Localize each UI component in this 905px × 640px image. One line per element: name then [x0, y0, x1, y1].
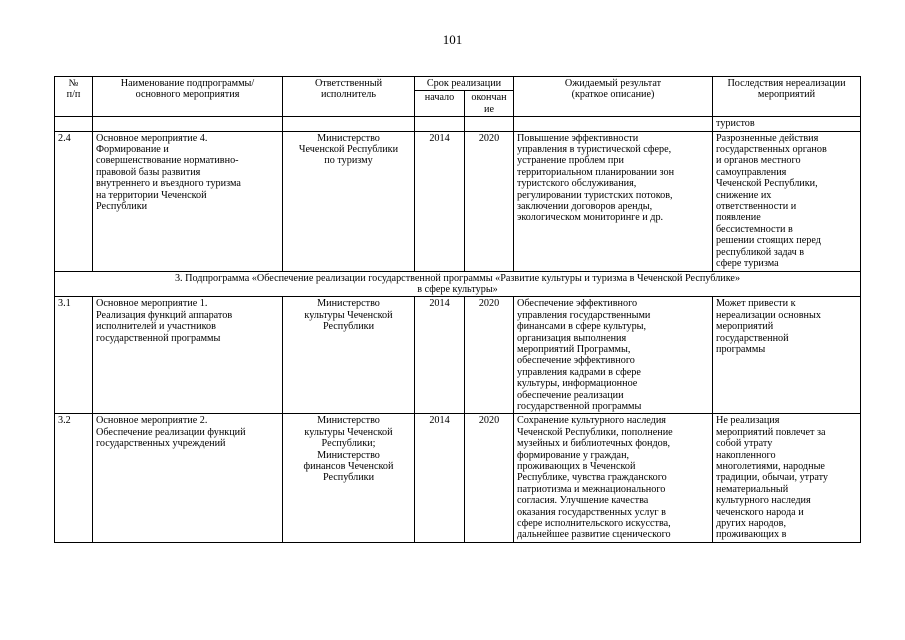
row-consequences: Может привести к нереализации основных мероприятий государственной программы: [713, 297, 861, 414]
header-end: окончан ие: [465, 91, 514, 117]
row-consequences: Разрозненные действия государственных органов и органов местного самоуправления Чеченской Республики, снижение их ответственности и появление бессистемности в решении стоящих перед республикой задач в сфере туризма: [713, 131, 861, 271]
header-num: № п/п: [55, 77, 93, 117]
row-num: 3.1: [55, 297, 93, 414]
row-name: Основное мероприятие 1. Реализация функций аппаратов исполнителей и участников государственной программы: [93, 297, 283, 414]
header-period: Срок реализации: [415, 77, 514, 91]
carryover-row: [55, 117, 861, 131]
row-start: 2014: [415, 131, 465, 271]
header-name: Наименование подпрограммы/ основного мероприятия: [93, 77, 283, 117]
section-row: [55, 271, 861, 297]
row-name: Основное мероприятие 2. Обеспечение реализации функций государственных учреждений: [93, 414, 283, 542]
table-row: [55, 414, 861, 542]
row-start: 2014: [415, 297, 465, 414]
row-result: Обеспечение эффективного управления государственными финансами в сфере культуры, организация выполнения мероприятий Программы, обеспечение эффективного управления кадрами в сфере культуры, информационное обеспечение реализации государственной программы: [514, 297, 713, 414]
row-end: 2020: [465, 297, 514, 414]
header-start: начало: [415, 91, 465, 117]
row-name: Основное мероприятие 4. Формирование и совершенствование нормативно- правовой базы развития внутреннего и въездного туризма на территории Чеченской Республики: [93, 131, 283, 271]
row-consequences: Не реализация мероприятий повлечет за собой утрату накопленного многолетиями, народные традиции, обычаи, утрату нематериальный культурного наследия чеченского народа и других народов, проживающих в: [713, 414, 861, 542]
program-table: [54, 76, 861, 543]
row-num: 2.4: [55, 131, 93, 271]
row-num: 3.2: [55, 414, 93, 542]
row-executor: Министерство Чеченской Республики по туризму: [283, 131, 415, 271]
header-consequences: Последствия нереализации мероприятий: [713, 77, 861, 117]
carryover-consequences: туристов: [713, 117, 861, 131]
table-row: [55, 297, 861, 414]
row-result: Повышение эффективности управления в туристической сфере, устранение проблем при территориальном планировании зон туристского обслуживания, регулировании туристских потоков, заключении договоров аренды, экологическом мониторинге и др.: [514, 131, 713, 271]
row-end: 2020: [465, 131, 514, 271]
row-result: Сохранение культурного наследия Чеченской Республики, пополнение музейных и библиотечных фондов, формирование у граждан, проживающих в Чеченской Республике, чувства гражданского патриотизма и межнационального согласия. Улучшение качества оказания государственных услуг в сфере исполнительского искусства, дальнейшее развитие сценического: [514, 414, 713, 542]
header-executor: Ответственный исполнитель: [283, 77, 415, 117]
row-start: 2014: [415, 414, 465, 542]
header-result: Ожидаемый результат (краткое описание): [514, 77, 713, 117]
row-executor: Министерство культуры Чеченской Республики: [283, 297, 415, 414]
row-executor: Министерство культуры Чеченской Республики; Министерство финансов Чеченской Республики: [283, 414, 415, 542]
section-title: 3. Подпрограмма «Обеспечение реализации государственной программы «Развитие культуры и туризма в Чеченской Республике» в сфере культуры»: [55, 271, 861, 297]
page-number: 101: [442, 32, 463, 47]
table-row: [55, 131, 861, 271]
header-row: [55, 77, 861, 91]
row-end: 2020: [465, 414, 514, 542]
